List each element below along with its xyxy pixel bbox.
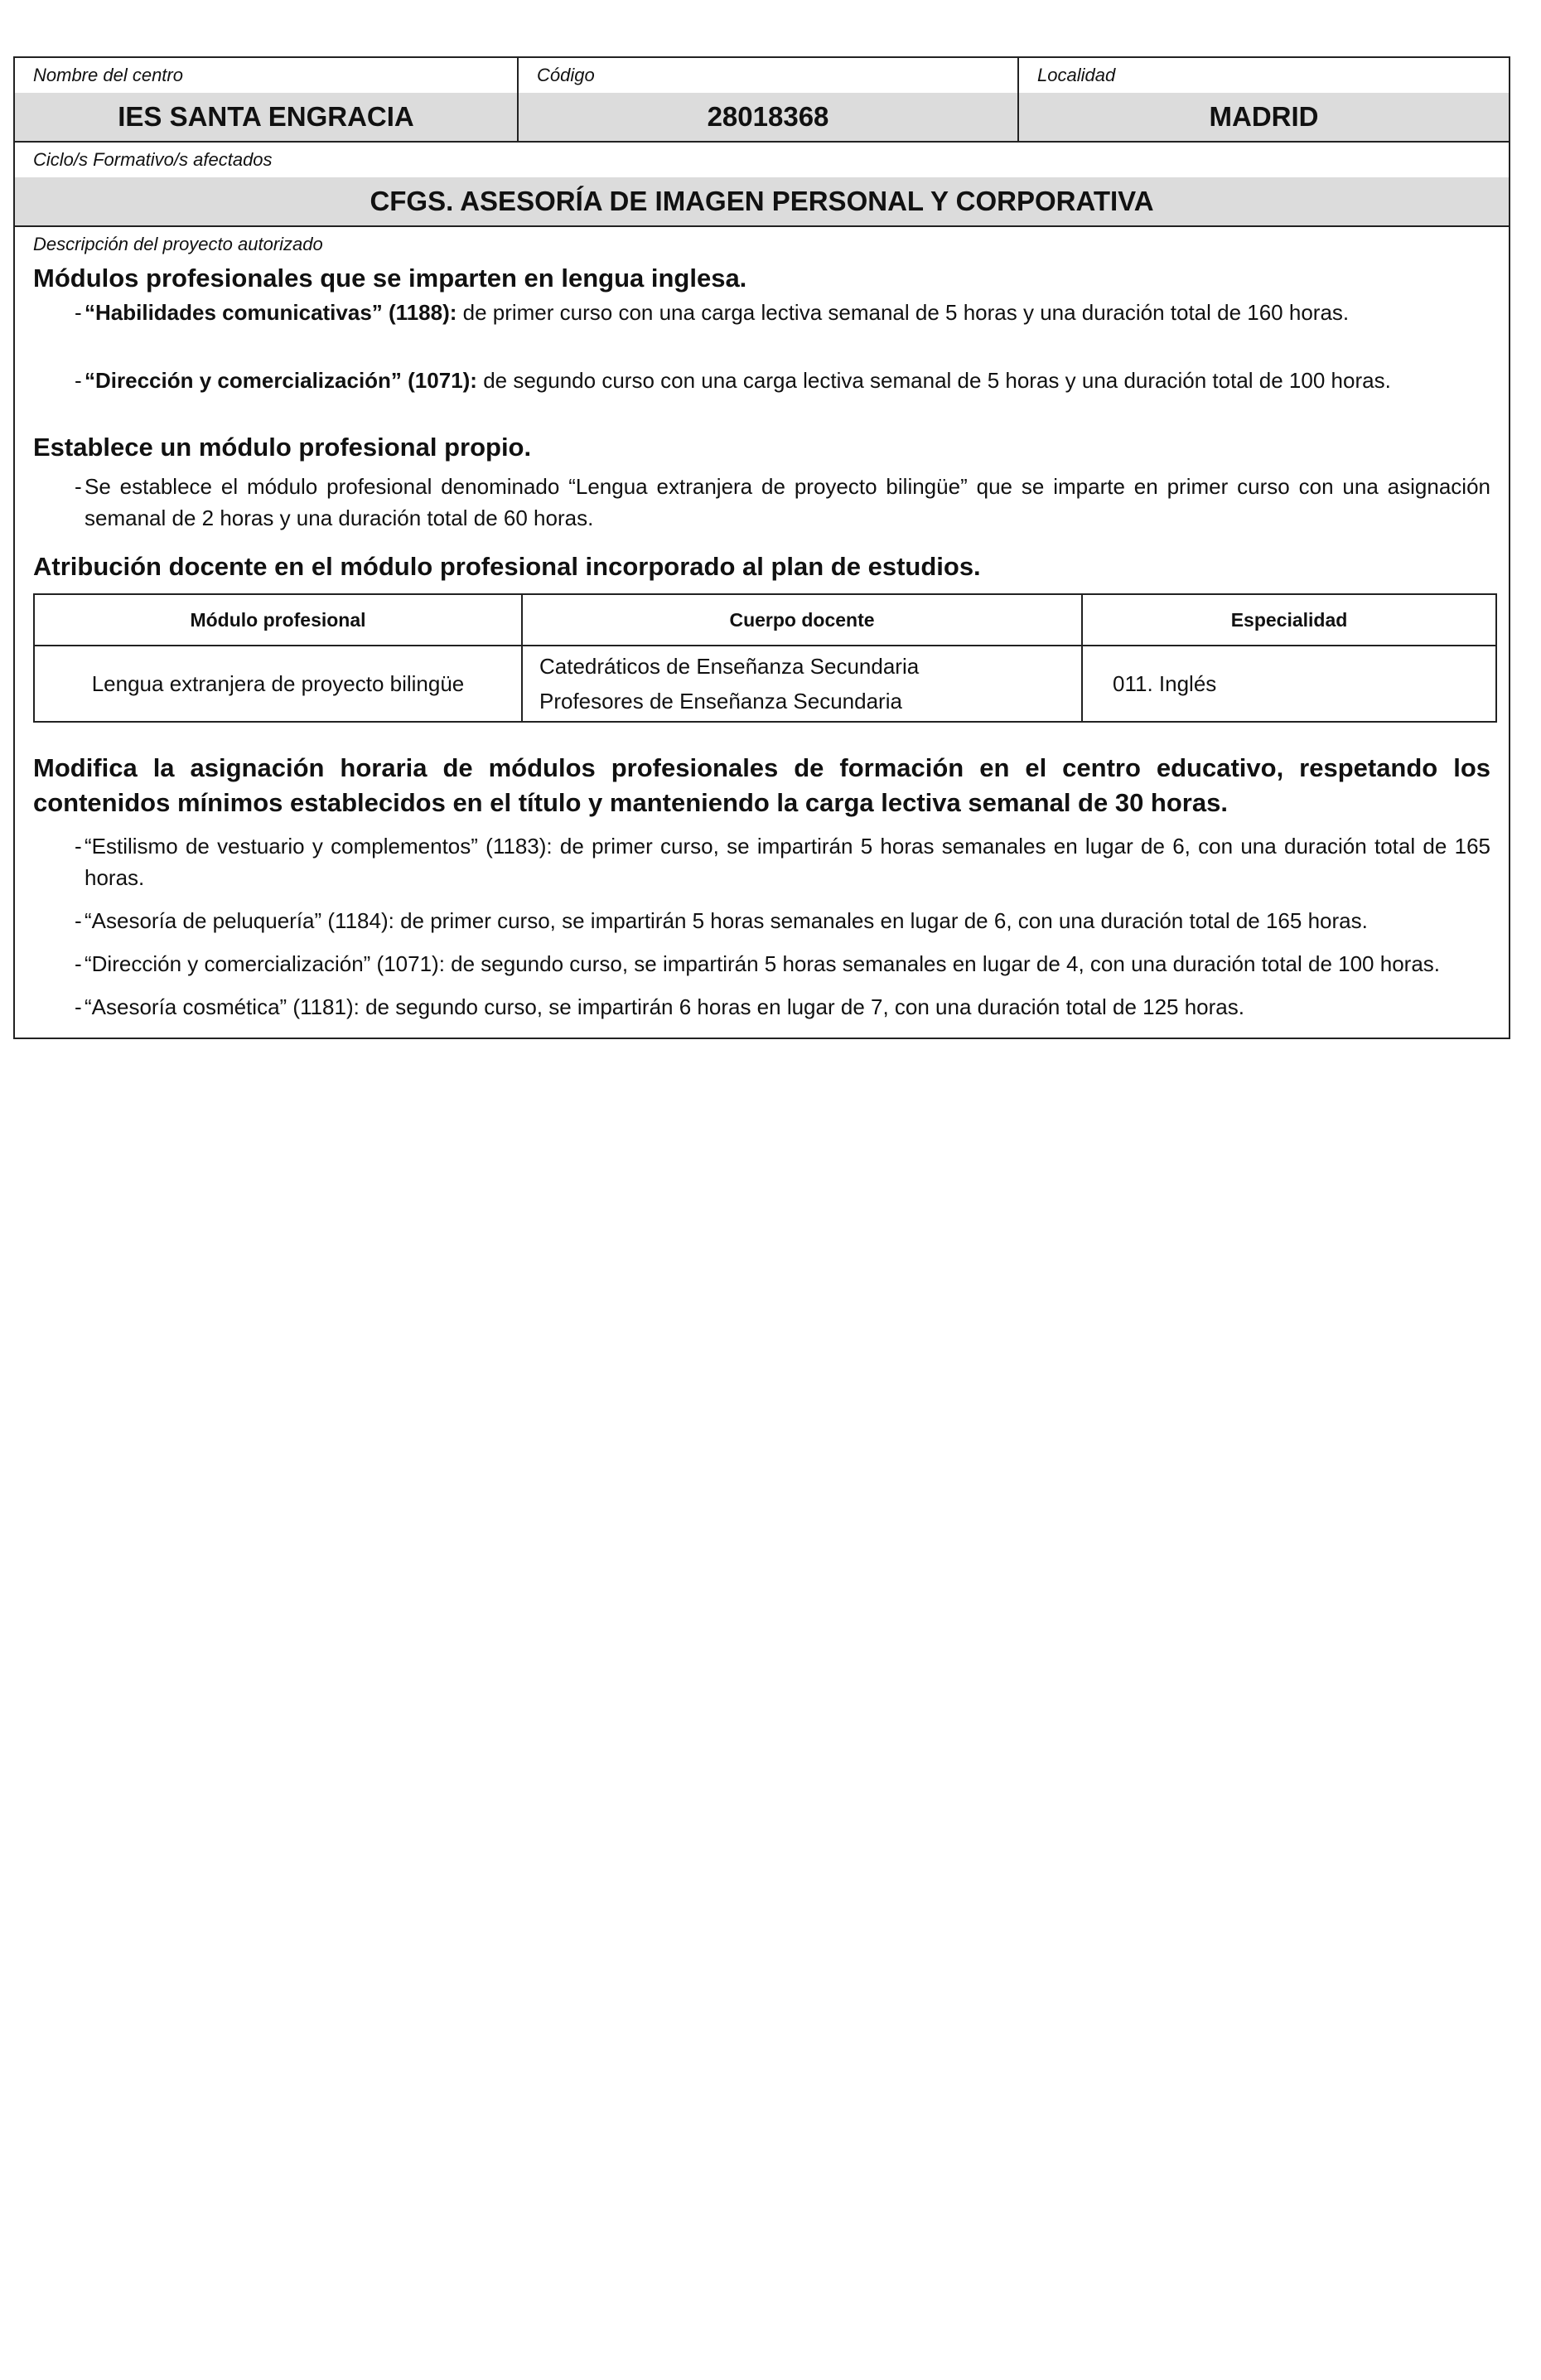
header-row	[15, 58, 1509, 143]
dash: -	[75, 474, 82, 499]
item-text: “Asesoría de peluquería” (1184): de primer curso, se impartirán 5 horas semanales en lugar de 6, con una duración total de 165 horas.	[85, 908, 1368, 933]
cell-especialidad: 011. Inglés	[1082, 646, 1496, 722]
section3-title: Atribución docente en el módulo profesional incorporado al plan de estudios.	[33, 552, 981, 581]
dash: -	[75, 908, 82, 933]
cuerpo-line-1: Catedráticos de Enseñanza Secundaria	[539, 654, 920, 679]
section2-title: Establece un módulo profesional propio.	[33, 433, 532, 462]
col-header-cuerpo: Cuerpo docente	[522, 594, 1082, 646]
descripcion-section	[15, 227, 1509, 1038]
cell-modulo: Lengua extranjera de proyecto bilingüe	[34, 646, 522, 722]
dash: -	[75, 994, 82, 1019]
list-item	[33, 991, 1490, 1023]
item-text: “Asesoría cosmética” (1181): de segundo curso, se impartirán 6 horas en lugar de 7, con una duración total de 125 horas.	[85, 994, 1244, 1019]
list-item	[33, 297, 1490, 328]
section4-list	[33, 830, 1490, 1023]
list-item	[33, 365, 1490, 396]
descripcion-label: Descripción del proyecto autorizado	[33, 234, 323, 254]
dash: -	[75, 368, 82, 393]
section1-list	[33, 297, 1490, 396]
list-item	[33, 471, 1490, 534]
codigo-cell	[519, 58, 1019, 141]
localidad-value: MADRID	[1019, 93, 1509, 141]
section1-title: Módulos profesionales que se imparten en lengua inglesa.	[33, 264, 747, 293]
table-header-row	[34, 594, 1496, 646]
ciclo-row	[15, 143, 1509, 227]
atribucion-table	[33, 593, 1497, 723]
codigo-label: Código	[519, 58, 1017, 93]
centro-label: Nombre del centro	[15, 58, 517, 93]
list-item	[33, 830, 1490, 893]
cuerpo-line-2: Profesores de Enseñanza Secundaria	[539, 689, 902, 714]
list-item	[33, 905, 1490, 936]
descripcion-content	[15, 262, 1509, 1038]
centro-value: IES SANTA ENGRACIA	[15, 93, 517, 141]
section4-title: Modifica la asignación horaria de módulos profesionales de formación en el centro educativo, respetando los contenidos mínimos establecidos en el título y manteniendo la carga lectiva semanal de 30 horas.	[33, 753, 1490, 817]
col-header-especialidad: Especialidad	[1082, 594, 1496, 646]
localidad-label: Localidad	[1019, 58, 1509, 93]
item-bold: “Dirección y comercialización” (1071):	[85, 368, 477, 393]
dash: -	[75, 834, 82, 859]
cell-cuerpo	[522, 646, 1082, 722]
item-bold: “Habilidades comunicativas” (1188):	[85, 300, 457, 325]
table-row	[34, 646, 1496, 722]
dash: -	[75, 300, 82, 325]
item-text: de primer curso con una carga lectiva semanal de 5 horas y una duración total de 160 horas.	[457, 300, 1350, 325]
section2-list	[33, 471, 1490, 534]
item-text: Se establece el módulo profesional denominado “Lengua extranjera de proyecto bilingüe” que se imparte en primer curso con una asignación semanal de 2 horas y una duración total de 60 horas.	[85, 474, 1490, 530]
ciclo-label: Ciclo/s Formativo/s afectados	[33, 149, 273, 170]
centro-cell	[15, 58, 519, 141]
list-item	[33, 948, 1490, 980]
col-header-modulo: Módulo profesional	[34, 594, 522, 646]
item-text: “Dirección y comercialización” (1071): de segundo curso, se impartirán 5 horas semanales en lugar de 4, con una duración total de 100 horas.	[85, 951, 1441, 976]
ciclo-value: CFGS. ASESORÍA DE IMAGEN PERSONAL Y CORPORATIVA	[15, 177, 1509, 225]
localidad-cell	[1019, 58, 1509, 141]
project-form	[13, 56, 1510, 1039]
dash: -	[75, 951, 82, 976]
item-text: de segundo curso con una carga lectiva semanal de 5 horas y una duración total de 100 horas.	[476, 368, 1391, 393]
codigo-value: 28018368	[519, 93, 1017, 141]
item-text: “Estilismo de vestuario y complementos” (1183): de primer curso, se impartirán 5 horas semanales en lugar de 6, con una duración total de 165 horas.	[85, 834, 1490, 890]
